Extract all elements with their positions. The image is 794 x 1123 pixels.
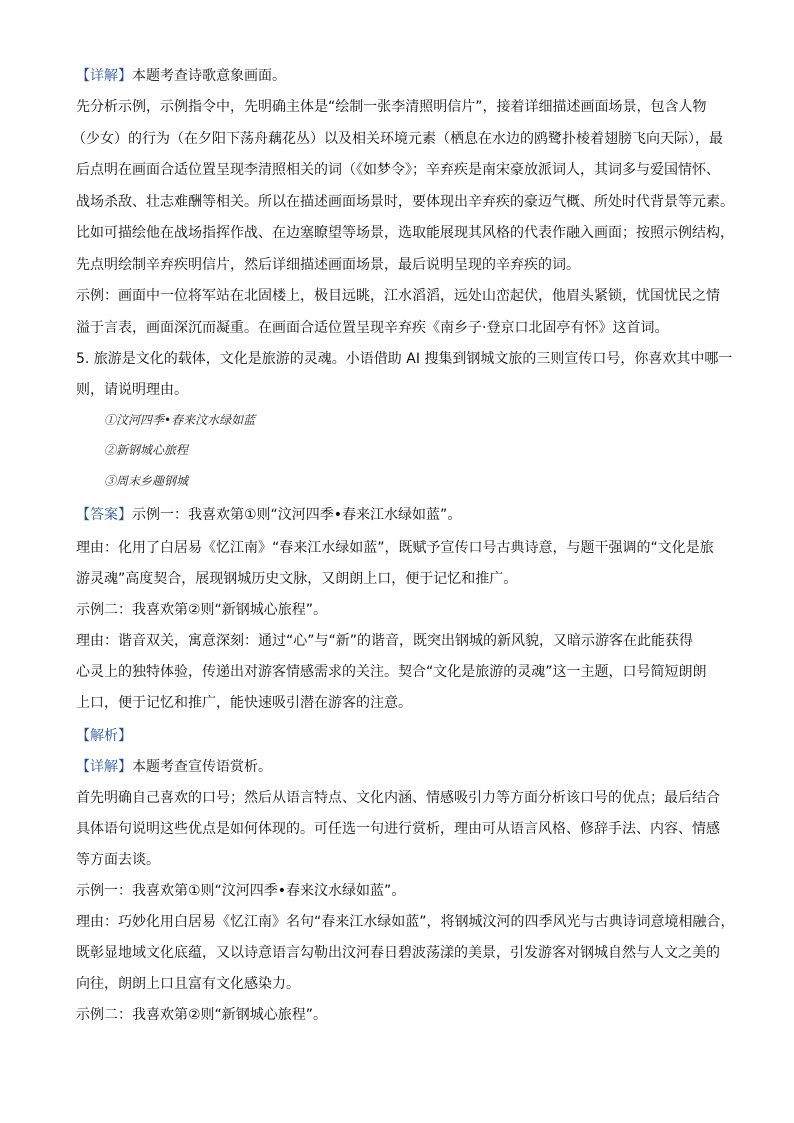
answer-tag: 【答案】	[76, 507, 132, 523]
example-line: 溢于言表，画面深沉而凝重。在画面合适位置呈现辛弃疾《南乡子·登京口北固亭有怀》这首词。	[76, 320, 669, 336]
paragraph-line: 后点明在画面合适位置呈现李清照相关的词（《如梦令》；辛弃疾是南宋豪放派词人，其词多与爱国情怀、	[76, 162, 720, 178]
question-line: 则，请说明理由。	[76, 382, 188, 398]
analysis-tag: 【解析】	[76, 728, 132, 744]
answer-first-line: 示例一：我喜欢第①则“汶河四季•春来江水绿如蓝”。	[132, 507, 462, 523]
paragraph-line: （少女）的行为（在夕阳下荡舟藕花丛）以及相关环境元素（栖息在水边的鸥鹭扑棱着翅膀飞向天际），最	[72, 131, 723, 147]
answer-heading	[76, 505, 461, 525]
slogan-item: ③周末乡趣钢城	[104, 474, 189, 488]
analysis-line: 既彰显地域文化底蕴，又以诗意语言勾勒出汶河春日碧波荡漾的美景，引发游客对钢城自然与人文之美的	[76, 945, 720, 961]
answer-line: 理由：谐音双关，寓意深刻：通过“心”与“新”的谐音，既突出钢城的新风貌，又暗示游客在此能获得	[76, 633, 694, 649]
paragraph-line: 先分析示例，示例指令中，先明确主体是“绘制一张李清照明信片”，接着详细描述画面场景，包含人物	[76, 99, 707, 115]
answer-line: 示例二：我喜欢第②则“新钢城心旅程”。	[76, 602, 328, 618]
analysis-heading	[76, 726, 132, 746]
detail-heading	[76, 66, 286, 86]
paragraph-line: 战场杀敌、壮志难酬等相关。所以在描述画面场景时，要体现出辛弃疾的豪迈气概、所处时代背景等元素。	[76, 194, 734, 210]
analysis-line: 具体语句说明这些优点是如何体现的。可任选一句进行赏析，理由可从语言风格、修辞手法、内容、情感	[76, 821, 720, 837]
detail-text: 本题考查诗歌意象画面。	[132, 68, 286, 84]
paragraph-line: 先点明绘制辛弃疾明信片，然后详细描述画面场景，最后说明呈现的辛弃疾的词。	[76, 257, 580, 273]
analysis-line: 等方面去谈。	[76, 852, 160, 868]
analysis-line: 向往，朗朗上口且富有文化感染力。	[76, 976, 300, 992]
example-line: 示例：画面中一位将军站在北固楼上，极目远眺，江水滔滔，远处山峦起伏，他眉头紧锁，忧国忧民之情	[76, 288, 720, 304]
analysis-line: 理由：巧妙化用白居易《忆江南》名句“春来江水绿如蓝”，将钢城汶河的四季风光与古典诗词意境相融合，	[76, 914, 735, 930]
analysis-line: 首先明确自己喜欢的口号；然后从语言特点、文化内涵、情感吸引力等方面分析该口号的优点；最后结合	[76, 790, 720, 806]
slogan-item: ①汶河四季•春来汶水绿如蓝	[104, 413, 256, 427]
slogan-item: ②新钢城心旅程	[104, 443, 189, 457]
answer-line: 游灵魂”高度契合，展现钢城历史文脉，又朗朗上口，便于记忆和推广。	[76, 571, 518, 587]
analysis-detail-text: 本题考查宣传语赏析。	[132, 759, 272, 775]
answer-line: 理由：化用了白居易《忆江南》“春来江水绿如蓝”，既赋予宣传口号古典诗意，与题干强调的“文化是旅	[76, 540, 714, 556]
analysis-detail-heading	[76, 757, 272, 777]
analysis-detail-tag: 【详解】	[76, 759, 132, 775]
analysis-line: 示例一：我喜欢第①则“汶河四季•春来汶水绿如蓝”。	[76, 883, 406, 899]
detail-tag: 【详解】	[76, 68, 132, 84]
answer-line: 心灵上的独特体验，传递出对游客情感需求的关注。契合“文化是旅游的灵魂”这一主题，口号简短朗朗	[76, 664, 707, 680]
question-line: 5. 旅游是文化的载体，文化是旅游的灵魂。小语借助 AI 搜集到钢城文旅的三则宣传口号，你喜欢其中哪一	[76, 351, 733, 367]
analysis-line: 示例二：我喜欢第②则“新钢城心旅程”。	[76, 1007, 328, 1023]
answer-line: 上口，便于记忆和推广，能快速吸引潜在游客的注意。	[76, 695, 412, 711]
paragraph-line: 比如可描绘他在战场指挥作战、在边塞瞭望等场景，选取能展现其风格的代表作融入画面；按照示例结构，	[76, 225, 734, 241]
